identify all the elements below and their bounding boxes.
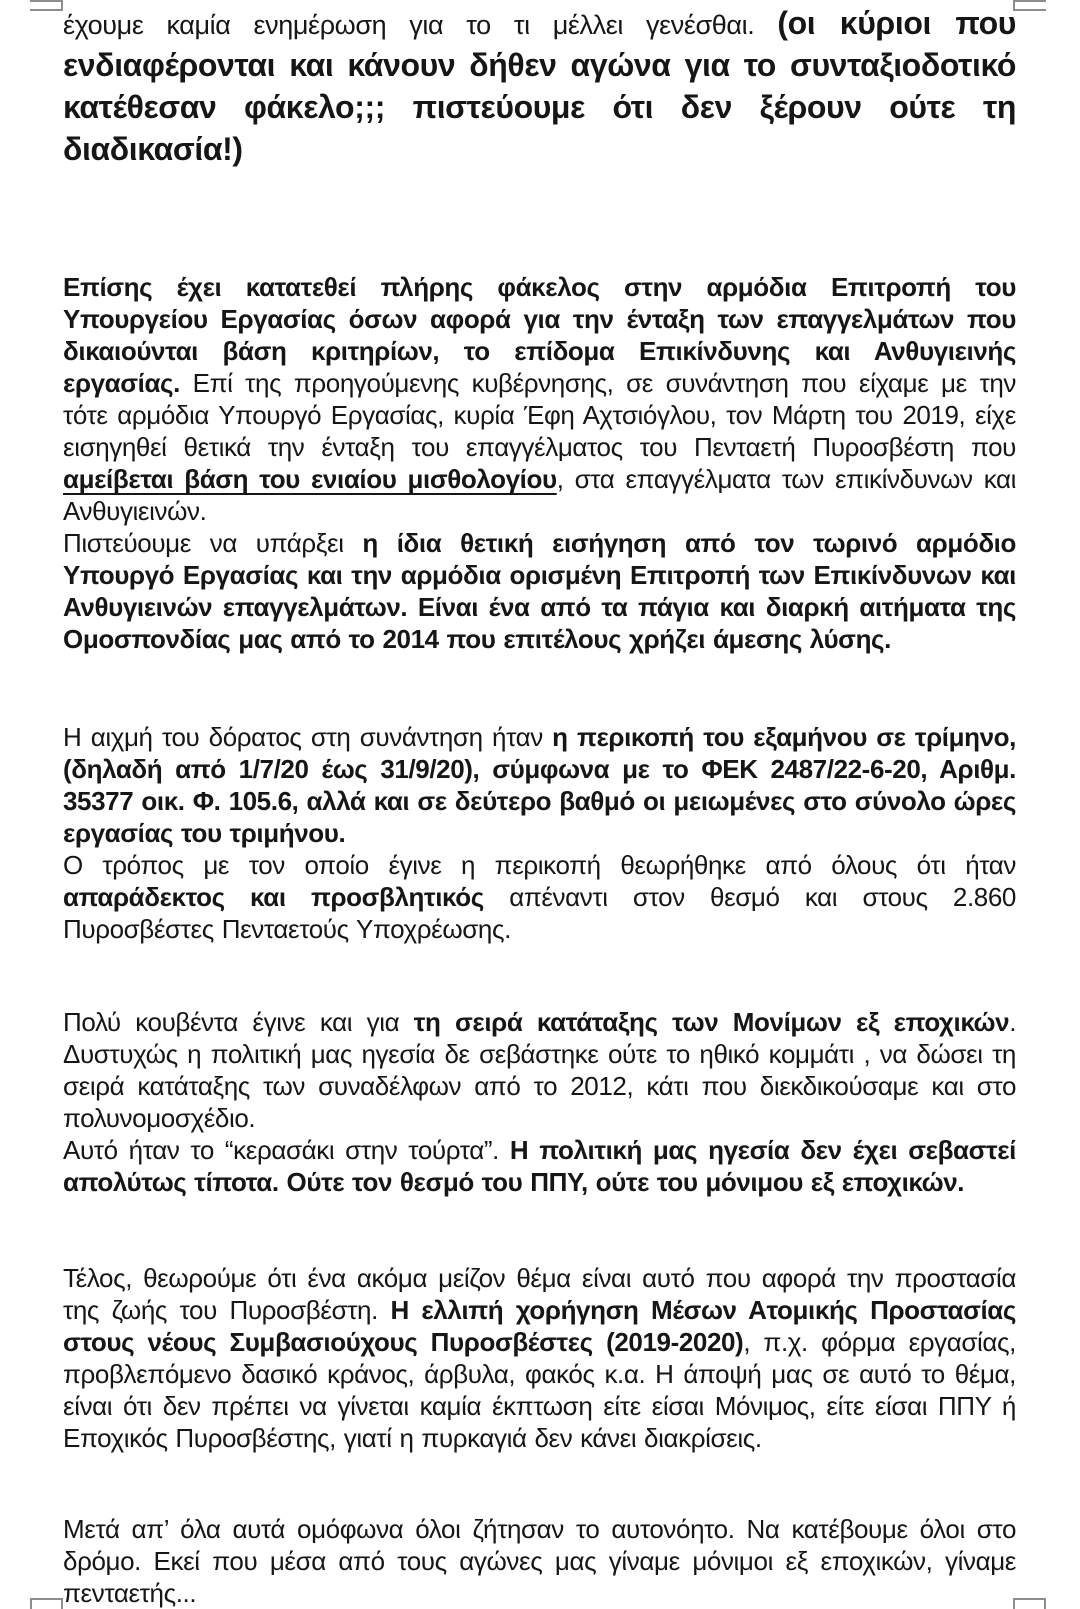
paragraph: [63, 271, 1016, 527]
text-run: η ίδια θετική εισήγηση από τον τωρινό αρμόδιο Υπουργό Εργασίας και την αρμόδια ορισμένη Επιτροπή των Επικίνδυνων και Ανθυγιεινών επαγγελμάτων. Είναι ένα από τα πάγια και διαρκή αιτήματα της Ομοσπονδίας μας από το 2014 που επιτέλους χρήζει άμεσης λύσης.: [63, 528, 1016, 654]
paragraph: [63, 1513, 1016, 1609]
text-run: (οι κύριοι που ενδιαφέρονται και κάνουν δήθεν αγώνα για το συνταξιοδοτικό κατέθεσαν φάκελο;;; πιστεύουμε ότι δεν ξέρουν ούτε τη διαδικασία!): [63, 5, 1016, 167]
text-run: αμείβεται βάση του ενιαίου μισθολογίου: [63, 464, 557, 494]
text-run: Η αιχμή του δόρατος στη συνάντηση ήταν: [63, 722, 553, 752]
text-run: Πολύ κουβέντα έγινε και για: [63, 1007, 414, 1037]
text-boundary-mark-bottom-left: [30, 1598, 63, 1609]
text-run: Επί της προηγούμενης κυβέρνησης, σε συνάντηση που είχαμε με την τότε αρμόδια Υπουργό Εργασίας, κυρία Έφη Αχτσιόγλου, τον Μάρτη του 2019, είχε εισηγηθεί θετικά την ένταξη του επαγγέλματος του Πενταετή Πυροσβέστη που: [63, 368, 1016, 462]
text-run: τη σειρά κατάταξης των Μονίμων εξ εποχικών: [413, 1007, 1010, 1037]
paragraph: [63, 527, 1016, 655]
text-run: Επίσης έχει κατατεθεί πλήρης φάκελος στην αρμόδια Επιτροπή του Υπουργείου Εργασίας όσων αφορά για την ένταξη των επαγγελμάτων που δικαιούνται βάση κριτηρίων, το επίδομα Επικίνδυνης και Ανθυγιεινής εργασίας.: [63, 272, 1016, 398]
paragraph: [63, 1134, 1016, 1198]
text-run: έχουμε καμία ενημέρωση για το τι μέλλει γενέσθαι.: [63, 10, 778, 40]
text-run: Αυτό ήταν το “κερασάκι στην τούρτα”.: [63, 1135, 510, 1165]
text-run: Μετά απ’ όλα αυτά ομόφωνα όλοι ζήτησαν το αυτονόητο. Να κατέβουμε όλοι στο δρόμο. Εκεί που μέσα από τους αγώνες μας γίναμε μόνιμοι εξ εποχικών, γίναμε πενταετής...: [63, 1514, 1016, 1608]
text-run: απέναντι στον θεσμό και στους 2.860 Πυροσβέστες Πενταετούς Υποχρέωσης.: [63, 882, 1016, 944]
text-boundary-mark-top-left: [30, 0, 63, 11]
paragraph: [63, 3, 1016, 171]
paragraph: [63, 849, 1016, 945]
text-run: Η ελλιπή χορήγηση Μέσων Ατομικής Προστασίας στους νέους Συμβασιούχους Πυροσβέστες (2019-2020): [63, 1295, 1016, 1357]
text-run: Ο τρόπος με τον οποίο έγινε η περικοπή θεωρήθηκε από όλους ότι ήταν: [63, 850, 1016, 880]
paragraph: [63, 1006, 1016, 1134]
text-run: απαράδεκτος και προσβλητικός: [63, 882, 484, 912]
text-run: Η πολιτική μας ηγεσία δεν έχει σεβαστεί απολύτως τίποτα. Ούτε τον θεσμό του ΠΠΥ, ούτε του μόνιμου εξ εποχικών.: [63, 1135, 1016, 1197]
text-run: , π.χ. φόρμα εργασίας, προβλεπόμενο δασικό κράνος, άρβυλα, φακός κ.α. Η άποψή μας σε αυτό το θέμα, είναι ότι δεν πρέπει να γίνεται καμία έκπτωση είτε είσαι Μόνιμος, είτε είσαι ΠΠΥ ή Εποχικός Πυροσβέστης, γιατί η πυρκαγιά δεν κάνει διακρίσεις.: [63, 1327, 1016, 1453]
text-run: Τέλος, θεωρούμε ότι ένα ακόμα μείζον θέμα είναι αυτό που αφορά την προστασία της ζωής του Πυροσβέστη.: [63, 1263, 1016, 1325]
text-boundary-mark-top-right: [1013, 0, 1046, 11]
paragraph: [63, 721, 1016, 849]
paragraph: [63, 1262, 1016, 1454]
text-boundary-mark-bottom-right: [1013, 1598, 1046, 1609]
text-run: η περικοπή του εξαμήνου σε τρίμηνο, (δηλαδή από 1/7/20 έως 31/9/20), σύμφωνα με το ΦΕΚ 2487/22-6-20, Αριθμ. 35377 οικ. Φ. 105.6, αλλά και σε δεύτερο βαθμό οι μειωμένες στο σύνολο ώρες εργασίας του τριμήνου.: [63, 722, 1016, 848]
text-run: , στα επαγγέλματα των επικίνδυνων και Ανθυγιεινών.: [63, 464, 1016, 526]
text-run: Πιστεύουμε να υπάρξει: [63, 528, 363, 558]
document-body: [63, 3, 1016, 1609]
text-run: . Δυστυχώς η πολιτική μας ηγεσία δε σεβάστηκε ούτε το ηθικό κομμάτι , να δώσει τη σειρά κατάταξης των συναδέλφων από το 2012, κάτι που διεκδικούσαμε και στο πολυνομοσχέδιο.: [63, 1007, 1017, 1133]
